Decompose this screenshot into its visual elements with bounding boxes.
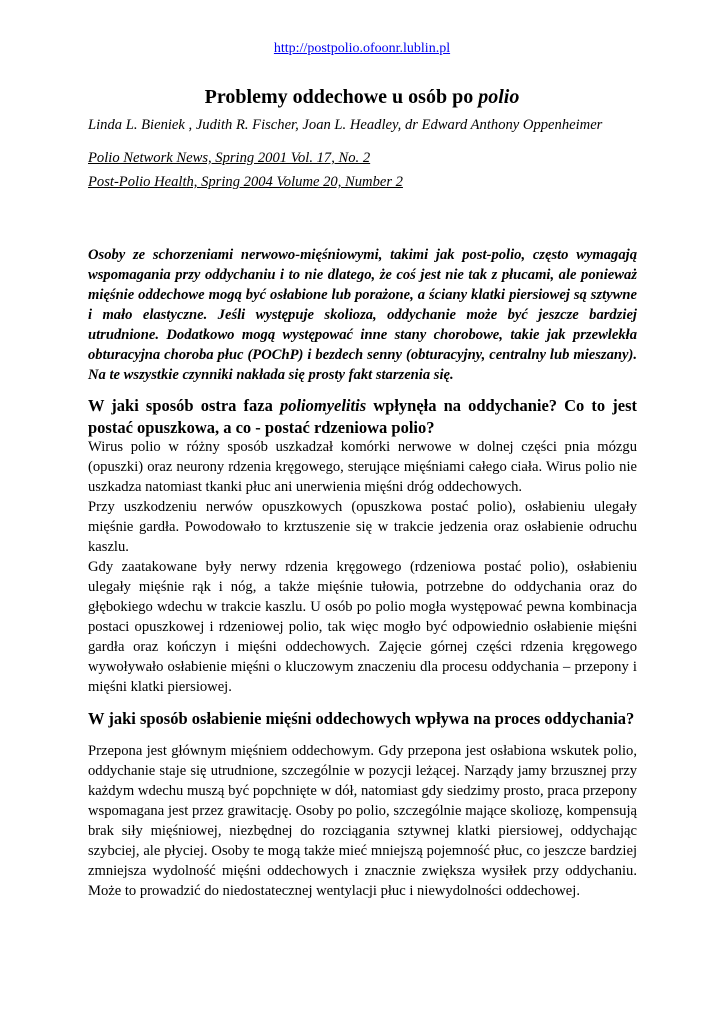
title-italic-word: polio bbox=[478, 86, 520, 108]
article-title bbox=[0, 86, 724, 109]
source-citation: Polio Network News, Spring 2001 Vol. 17, No. 2 bbox=[88, 150, 371, 166]
paragraph: Wirus polio w różny sposób uszkadzał komórki nerwowe w dolnej części pnia mózgu (opuszki) oraz neurony rdzenia kręgowego, sterujące mięśniami całego ciała. Wirus polio nie uszkadza natomiast tkanki płuc ani unerwienia mięśni dróg oddechowych. bbox=[88, 439, 637, 495]
section-body bbox=[88, 437, 637, 697]
header-url-link[interactable]: http://postpolio.ofoonr.lublin.pl bbox=[273, 41, 451, 56]
heading-text: wpłynęła na oddychanie? Co to jest postać opuszkowa, a co - postać rdzeniowa polio? bbox=[88, 396, 637, 437]
title-text: Problemy oddechowe u osób po bbox=[204, 86, 479, 108]
section-heading: W jaki sposób osłabienie mięśni oddechowych wpływa na proces oddychania? bbox=[88, 709, 635, 728]
heading-text: W jaki sposób ostra faza bbox=[88, 396, 280, 415]
heading-italic-term: poliomyelitis bbox=[279, 396, 367, 415]
paragraph: Gdy zaatakowane były nerwy rdzenia kręgowego (rdzeniowa postać polio), osłabieniu ulegały mięśnie rąk i nóg, a także mięśnie tułowia, potrzebne do oddychania oraz do głębokiego wdechu w trakcie kaszlu. U osób po polio mogła występować pewna kombinacja postaci opuszkowej i rdzeniowej polio, tak więc mogło być odpowiednio osłabienie mięśni gardła oraz kończyn i mięśni oddechowych. Zajęcie górnej części rdzenia kręgowego wywoływało osłabienie mięśni o kluczowym znaczeniu dla procesu oddychania – przepony i mięśni klatki piersiowej. bbox=[88, 559, 637, 695]
paragraph: Przepona jest głównym mięśniem oddechowym. Gdy przepona jest osłabiona wskutek polio, oddychanie staje się utrudnione, szczególnie w pozycji leżącej. Narządy jamy brzusznej przy każdym wdechu muszą być popchnięte w dół, natomiast gdy siedzimy prosto, praca przepony wspomagana jest przez grawitację. Osoby po polio, szczególnie mające skoliozę, kompensują brak siły mięśniowej, niezbędnej do rozciągania sztywnej klatki piersiowej, oddychając szybciej, ale płyciej. Osoby te mogą także mieć mniejszą pojemność płuc, co jeszcze bardziej zmniejsza wydolność mięśni oddechowych i znacznie zwiększa wysiłek przy oddychaniu. Może to prowadzić do niedostatecznej wentylacji płuc i niewydolności oddechowej. bbox=[88, 743, 637, 899]
section-body bbox=[88, 741, 637, 901]
paragraph: Przy uszkodzeniu nerwów opuszkowych (opuszkowa postać polio), osłabieniu ulegały mięśnie gardła. Powodowało to krztuszenie się w trakcie jedzenia oraz osłabienie odruchu kaszlu. bbox=[88, 499, 637, 555]
article-authors: Linda L. Bieniek , Judith R. Fischer, Joan L. Headley, dr Edward Anthony Oppenheimer bbox=[88, 117, 603, 133]
source-citation: Post-Polio Health, Spring 2004 Volume 20, Number 2 bbox=[88, 174, 403, 190]
article-abstract: Osoby ze schorzeniami nerwowo-mięśniowymi, takimi jak post-polio, często wymagają wspomagania przy oddychaniu i to nie dlatego, że coś jest nie tak z płucami, ale ponieważ mięśnie oddechowe mogą być osłabione lub porażone, a ściany klatki piersiowej są sztywne i mało elastyczne. Jeśli występuje skolioza, oddychanie może być jeszcze bardziej utrudnione. Dodatkowo mogą występować inne stany chorobowe, takie jak przewlekła obturacyjna choroba płuc (POChP) i bezdech senny (obturacyjny, centralny lub mieszany). Na te wszystkie czynniki nakłada się prosty fakt starzenia się. bbox=[88, 247, 637, 383]
section-heading bbox=[88, 395, 637, 439]
